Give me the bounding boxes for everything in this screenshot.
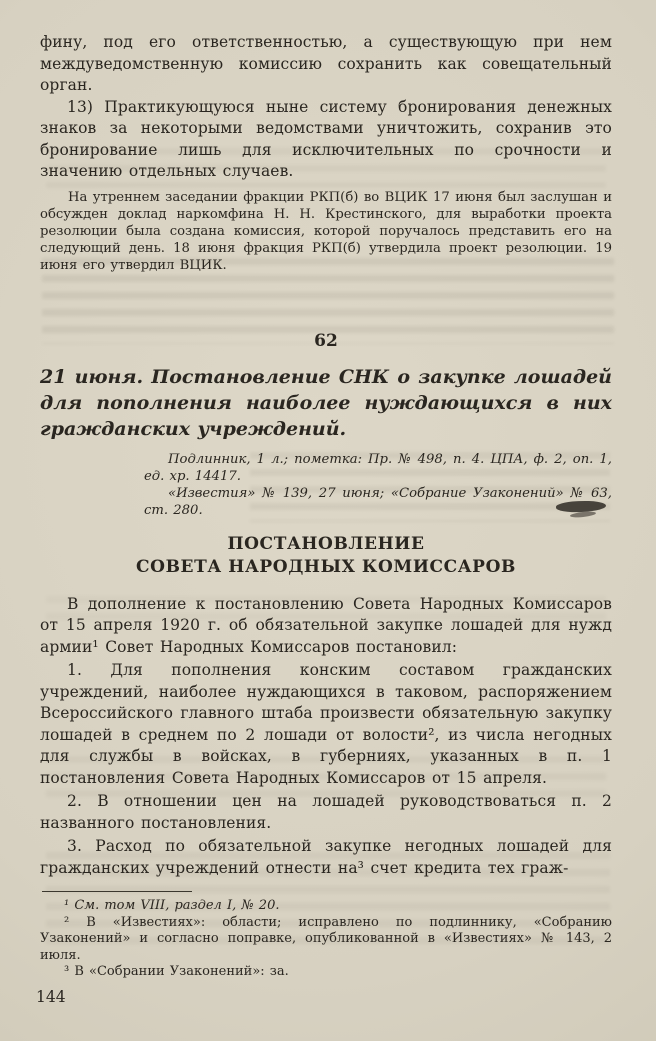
footnote-block <box>40 898 612 981</box>
source-line: Подлинник, 1 л.; пометка: Пр. № 498, п. 4. ЦПА, ф. 2, оп. 1, ед. хр. 14417. <box>144 451 612 484</box>
decree-title <box>40 533 612 579</box>
decree-title-line1: ПОСТАНОВЛЕНИЕ <box>227 533 425 554</box>
source-line: «Известия» № 139, 27 июня; «Собрание Узаконений» № 63, ст. 280. <box>144 485 612 518</box>
decree-body <box>40 594 612 880</box>
decree-paragraph: 3. Расход по обязательной закупке негодных лошадей для гражданских учреждений отнести на³ счет кредита тех граж- <box>40 837 612 877</box>
decree-paragraph: В дополнение к постановлению Совета Народных Комиссаров от 15 апреля 1920 г. об обязательной закупке лошадей для нужд армии¹ Совет Народных Комиссаров постановил: <box>40 594 612 656</box>
source-note <box>144 451 612 519</box>
document-heading: 21 июня. Постановление СНК о закупке лошадей для пополнения наиболее нуждающихся в них гражданских учреждений. <box>40 365 612 440</box>
editorial-note: На утреннем заседании фракции РКП(б) во ВЦИК 17 июня был заслушан и обсужден доклад наркомфина Н. Н. Крестинского, для выработки проекта резолюции была создана комиссия, которой поручалось представить его на следующий день. 18 июня фракция РКП(б) утвердила проект резолюции. 19 июня его утвердил ВЦИК. <box>40 189 612 273</box>
decree-title-line2: СОВЕТА НАРОДНЫХ КОМИССАРОВ <box>136 556 516 577</box>
paragraph-item-13: 13) Практикующуюся ныне систему бронирования денежных знаков за некоторыми ведомствами уничтожить, сохранив это бронирование лишь для исключительных по срочности и значению отдельных случаев. <box>40 97 612 180</box>
footnote-separator <box>42 891 192 892</box>
footnote: ³ В «Собрании Узаконений»: за. <box>64 964 289 979</box>
page-number: 144 <box>36 987 66 1006</box>
decree-paragraph: 1. Для пополнения конским составом гражданских учреждений, наиболее нуждающихся в таковом, распоряжением Всероссийского главного штаба произвести обязательную закупку лошадей в среднем по 2 лошади от волости², из числа негодных для службы в войсках, в губерниях, указанных в п. 1 постановления Совета Народных Комиссаров от 15 апреля. <box>40 661 612 787</box>
document-number: 62 <box>314 330 338 351</box>
decree-paragraph: 2. В отношении цен на лошадей руководствоваться п. 2 названного постановления. <box>40 792 612 832</box>
footnote: ¹ См. том VIII, раздел I, № 20. <box>64 898 280 913</box>
footnote: ² В «Известиях»: области; исправлено по подлиннику, «Собранию Узаконений» и согласно поправке, опубликованной в «Известиях» № 143, 2 июля. <box>40 914 612 963</box>
paragraph-continuation: фину, под его ответственностью, а существующую при нем междуведомственную комиссию сохранить как совещательный орган. <box>40 33 612 94</box>
